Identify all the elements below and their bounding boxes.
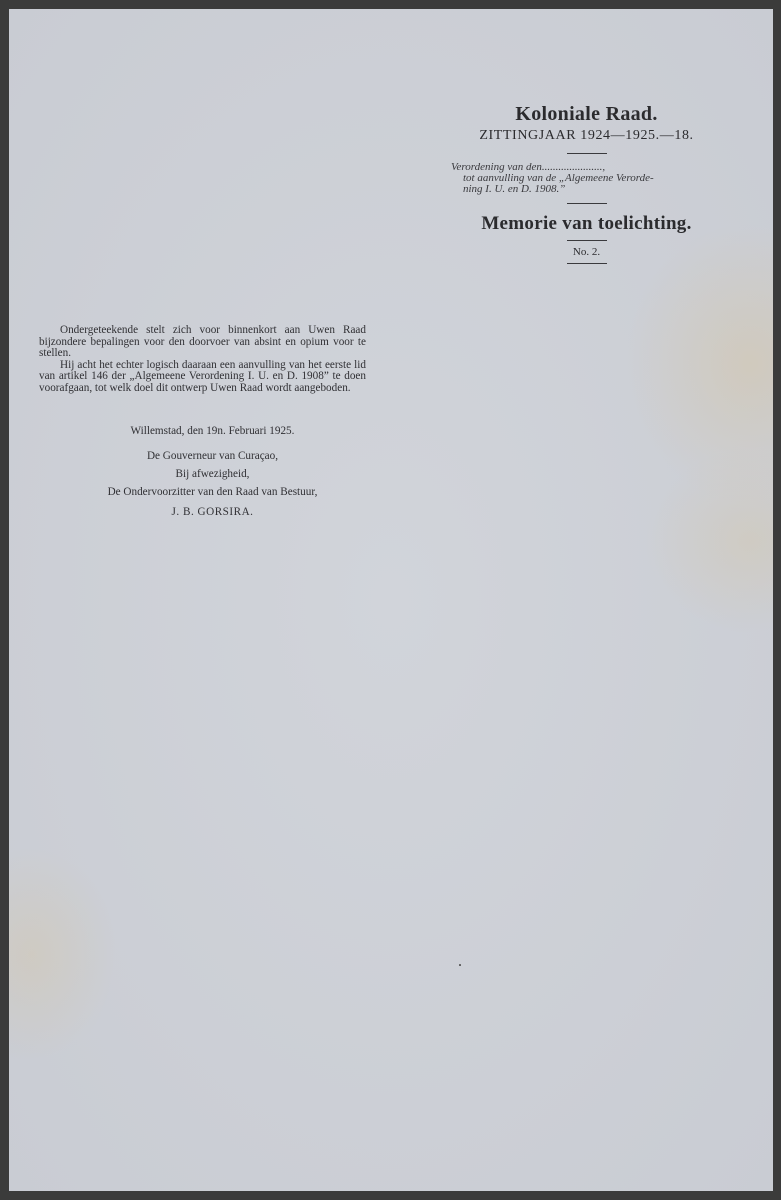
ordinance-reference — [451, 162, 706, 195]
document-page — [9, 9, 773, 1191]
document-header — [439, 101, 704, 272]
place-date: Willemstad, den 19n. Februari 1925. — [130, 425, 295, 437]
ordinance-line: ning I. U. en D. 1908.” — [463, 183, 566, 195]
memo-title: Memorie van toelichting. — [481, 213, 692, 234]
ordinance-line: Verordening van den......................, — [451, 161, 606, 173]
body-paragraph: Ondergeteekende stelt zich voor binnenkort aan Uwen Raad bijzondere bepalingen voor den doorvoer van absint en opium voor te stellen. — [39, 324, 366, 359]
divider-rule — [567, 240, 607, 241]
ordinance-line: tot aanvulling van de „Algemeene Verorde- — [463, 172, 654, 184]
body-paragraph: Hij acht het echter logisch daaraan een aanvulling van het eerste lid van artikel 146 der „Algemeene Verordening I. U. en D. 1908” te doen voorafgaan, tot welk doel dit ontwerp Uwen Raad wordt aangeboden. — [39, 358, 366, 394]
divider-rule — [567, 263, 607, 264]
paper-speck — [459, 964, 461, 966]
signatory-absence: Bij afwezigheid, — [175, 468, 250, 480]
signatory-name: J. B. GORSIRA. — [171, 506, 254, 518]
memo-body — [39, 325, 366, 394]
council-title: Koloniale Raad. — [515, 103, 658, 125]
signatory-vice-chair: De Ondervoorzitter van den Raad van Bestuur, — [107, 486, 318, 498]
session-year: ZITTINGJAAR 1924—1925.—18. — [479, 128, 694, 143]
signatory-title: De Gouverneur van Curaçao, — [146, 450, 279, 462]
document-number: No. 2. — [572, 246, 601, 258]
divider-rule — [567, 203, 607, 204]
divider-rule — [567, 153, 607, 154]
